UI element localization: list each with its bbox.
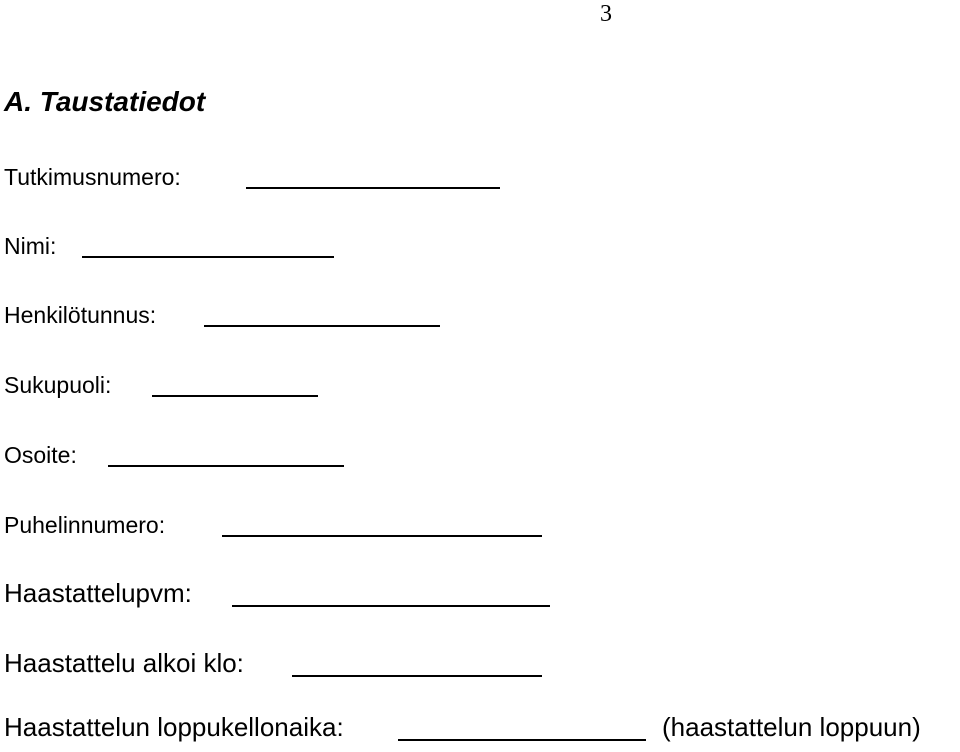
- field-osoite: [4, 440, 77, 470]
- field-label: Nimi:: [4, 233, 57, 259]
- blank-line[interactable]: [204, 325, 440, 327]
- field-label: Haastattelupvm:: [4, 578, 192, 608]
- field-tutkimusnumero: [4, 162, 181, 192]
- blank-line[interactable]: [398, 739, 646, 741]
- blank-line[interactable]: [246, 187, 500, 189]
- blank-line[interactable]: [222, 535, 542, 537]
- blank-line[interactable]: [108, 465, 344, 467]
- field-nimi: [4, 231, 56, 261]
- field-haastattelun-loppukellonaika: [4, 712, 921, 742]
- blank-line[interactable]: [82, 256, 334, 258]
- section-title: A. Taustatiedot: [4, 86, 206, 117]
- field-haastattelu-alkoi: [4, 648, 244, 678]
- field-label: Henkilötunnus:: [4, 302, 157, 328]
- field-label: Haastattelu alkoi klo:: [4, 648, 244, 678]
- field-sukupuoli: [4, 370, 111, 400]
- page-number: 3: [600, 1, 612, 27]
- field-note: (haastattelun loppuun): [662, 712, 921, 742]
- field-label: Tutkimusnumero:: [4, 164, 181, 190]
- field-label: Sukupuoli:: [4, 372, 112, 398]
- blank-line[interactable]: [292, 675, 542, 677]
- blank-line[interactable]: [152, 395, 318, 397]
- field-henkilotunnus: [4, 300, 156, 330]
- field-label: Haastattelun loppukellonaika:: [4, 712, 344, 742]
- field-puhelinnumero: [4, 510, 165, 540]
- blank-line[interactable]: [232, 605, 550, 607]
- field-label: Osoite:: [4, 442, 77, 468]
- field-haastattelupvm: [4, 578, 192, 608]
- field-label: Puhelinnumero:: [4, 512, 166, 538]
